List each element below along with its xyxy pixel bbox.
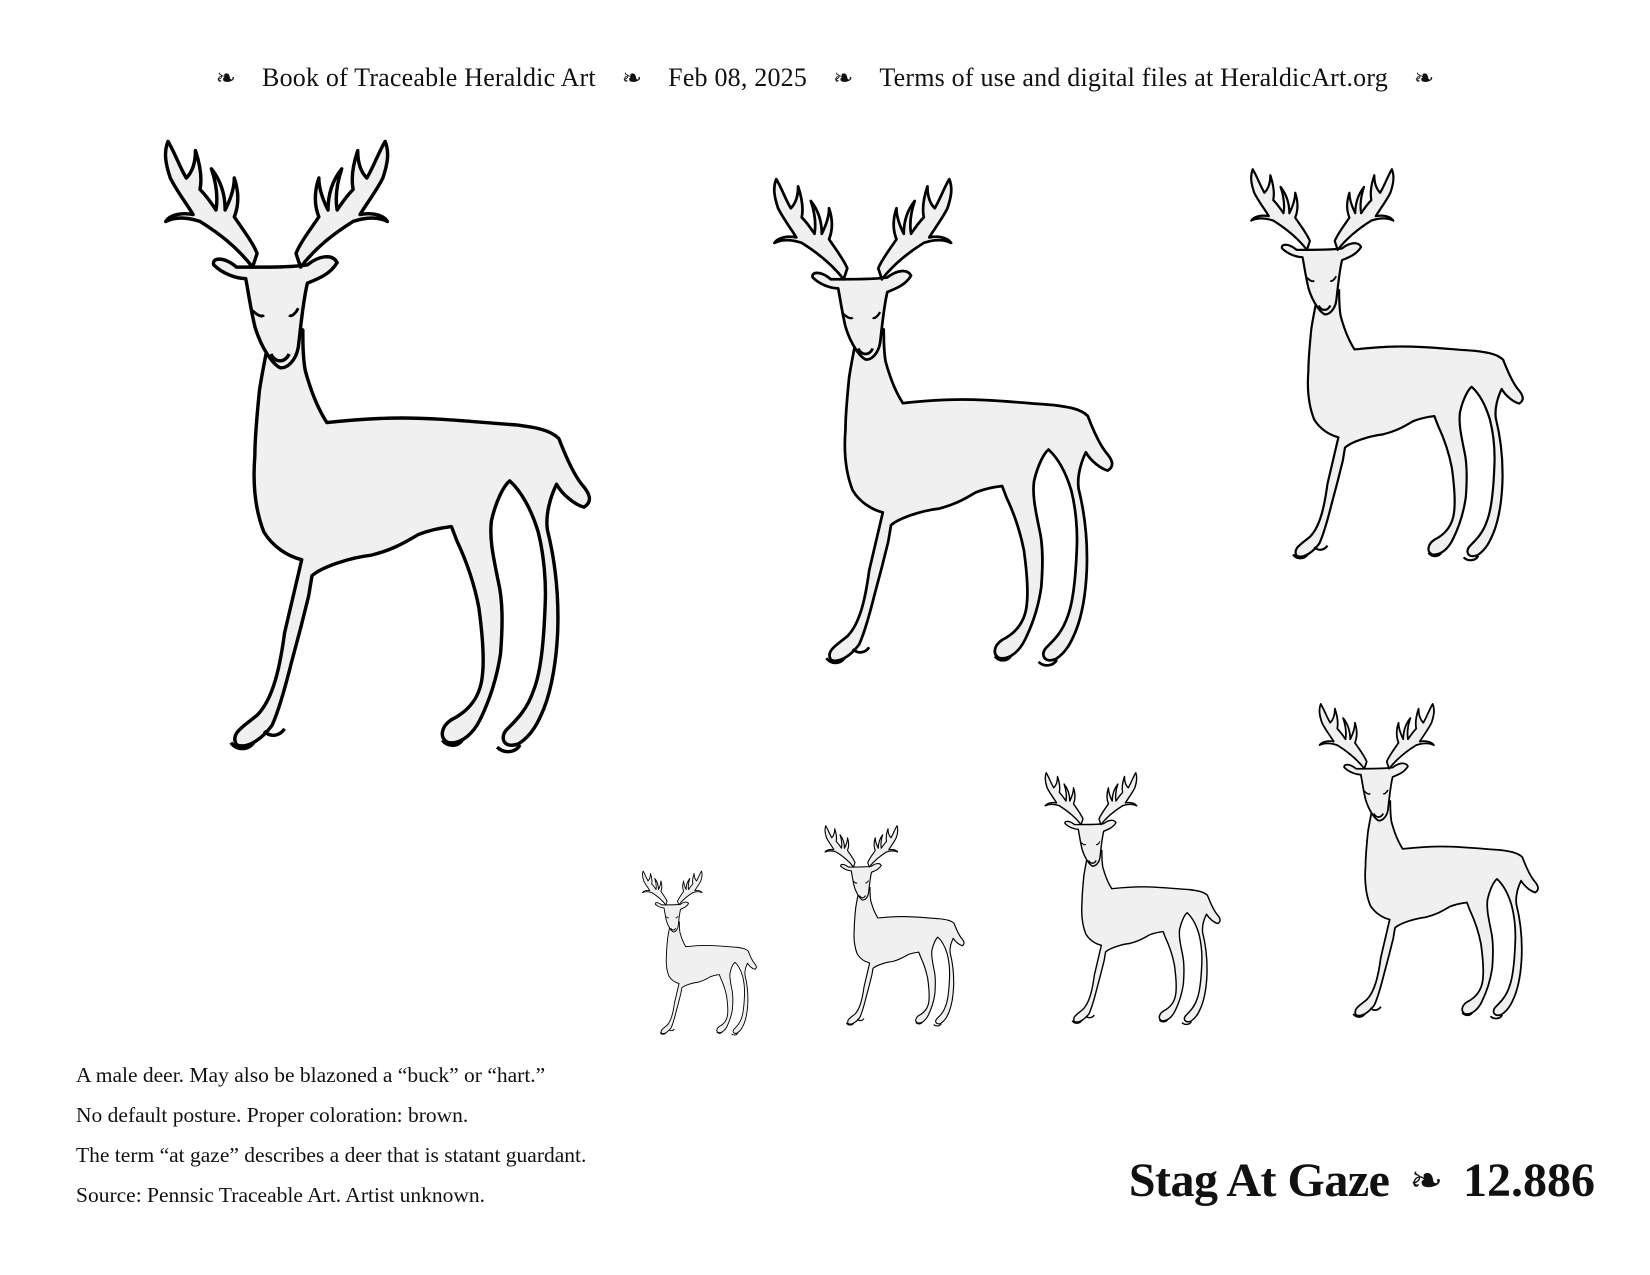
stag-illustration-medium-lower: [1310, 698, 1546, 1028]
fleuron-icon: ❧: [1413, 65, 1435, 92]
stag-illustration-tiny: [636, 868, 762, 1040]
fleuron-icon: ❧: [215, 65, 237, 92]
stag-illustration-medium: [754, 170, 1130, 680]
page-header: [0, 58, 1650, 98]
note-line: The term “at gaze” describes a deer that is statant guardant.: [76, 1143, 587, 1167]
plate-caption: [1055, 1145, 1595, 1215]
description-notes: [76, 1055, 586, 1215]
stag-illustration-large: [140, 130, 612, 770]
plate-number: 12.886: [1463, 1153, 1595, 1207]
note-line: No default posture. Proper coloration: brown.: [76, 1103, 469, 1127]
fleuron-icon: ❧: [621, 65, 643, 92]
fleuron-icon: ❧: [833, 65, 854, 92]
stag-illustration-small: [818, 822, 970, 1032]
stag-illustration-medium-small: [1236, 162, 1536, 572]
stag-illustration-small-medium: [1036, 768, 1228, 1032]
terms-notice: Terms of use and digital files at HeraldicArt.org: [879, 63, 1388, 92]
note-line: A male deer. May also be blazoned a “buck” or “hart.”: [76, 1063, 546, 1087]
fleuron-icon: ❧: [1409, 1157, 1443, 1203]
page-date: Feb 08, 2025: [668, 63, 808, 92]
note-line: Source: Pennsic Traceable Art. Artist unknown.: [76, 1183, 486, 1207]
book-title: Book of Traceable Heraldic Art: [262, 63, 596, 92]
plate-title: Stag At Gaze: [1128, 1153, 1390, 1207]
